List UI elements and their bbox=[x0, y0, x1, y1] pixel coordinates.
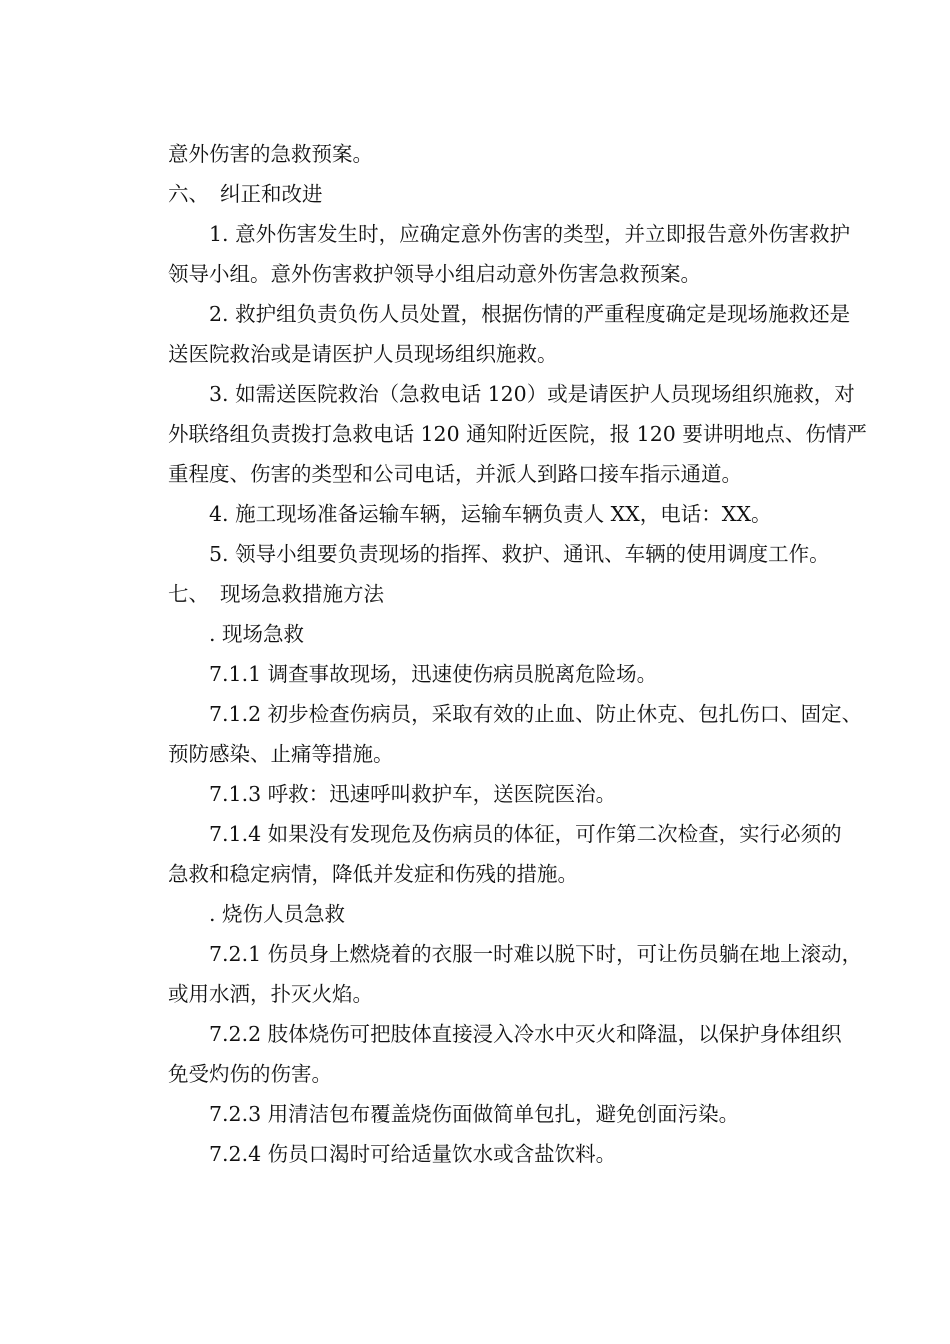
text-line: 1. 意外伤害发生时，应确定意外伤害的类型，并立即报告意外伤害救护 bbox=[209, 222, 851, 246]
section-heading-number: 七、 bbox=[168, 582, 209, 606]
text-line: 外联络组负责拨打急救电话 120 通知附近医院，报 120 要讲明地点、伤情严 bbox=[168, 422, 867, 446]
text-line: 免受灼伤的伤害。 bbox=[168, 1062, 332, 1086]
text-line: 7.1.4 如果没有发现危及伤病员的体征，可作第二次检查，实行必须的 bbox=[209, 822, 842, 846]
text-line: 7.1.3 呼救：迅速呼叫救护车，送医院医治。 bbox=[209, 782, 617, 806]
section-heading bbox=[168, 174, 868, 214]
text-line: 或用水洒，扑灭火焰。 bbox=[168, 982, 373, 1006]
text-line: 7.1.1 调查事故现场，迅速使伤病员脱离危险场。 bbox=[209, 662, 658, 686]
document-body bbox=[168, 134, 868, 1174]
text-line: 送医院救治或是请医护人员现场组织施救。 bbox=[168, 342, 558, 366]
text-line: 7.2.1 伤员身上燃烧着的衣服一时难以脱下时，可让伤员躺在地上滚动， bbox=[209, 942, 863, 966]
section-heading-title: 纠正和改进 bbox=[220, 182, 323, 206]
text-line: 3. 如需送医院救治（急救电话 120）或是请医护人员现场组织施救，对 bbox=[209, 382, 855, 406]
text-line: 预防感染、止痛等措施。 bbox=[168, 742, 394, 766]
text-line: 领导小组。意外伤害救护领导小组启动意外伤害急救预案。 bbox=[168, 262, 701, 286]
text-line: 7.2.2 肢体烧伤可把肢体直接浸入冷水中灭火和降温，以保护身体组织 bbox=[209, 1022, 842, 1046]
text-line: 重程度、伤害的类型和公司电话，并派人到路口接车指示通道。 bbox=[168, 462, 742, 486]
text-line: 4. 施工现场准备运输车辆，运输车辆负责人 XX，电话：XX。 bbox=[209, 502, 772, 526]
section-heading-title: 现场急救措施方法 bbox=[220, 582, 384, 606]
text-line: 7.2.3 用清洁包布覆盖烧伤面做简单包扎，避免创面污染。 bbox=[209, 1102, 740, 1126]
text-line: 5. 领导小组要负责现场的指挥、救护、通讯、车辆的使用调度工作。 bbox=[209, 542, 830, 566]
text-line: 意外伤害的急救预案。 bbox=[168, 142, 373, 166]
text-line: 急救和稳定病情，降低并发症和伤残的措施。 bbox=[168, 862, 578, 886]
text-line: 2. 救护组负责负伤人员处置，根据伤情的严重程度确定是现场施救还是 bbox=[209, 302, 851, 326]
text-line: . 烧伤人员急救 bbox=[209, 902, 346, 926]
section-heading bbox=[168, 574, 868, 614]
text-line: . 现场急救 bbox=[209, 622, 305, 646]
section-heading-number: 六、 bbox=[168, 182, 209, 206]
text-line: 7.1.2 初步检查伤病员，采取有效的止血、防止休克、包扎伤口、固定、 bbox=[209, 702, 863, 726]
text-line: 7.2.4 伤员口渴时可给适量饮水或含盐饮料。 bbox=[209, 1142, 617, 1166]
